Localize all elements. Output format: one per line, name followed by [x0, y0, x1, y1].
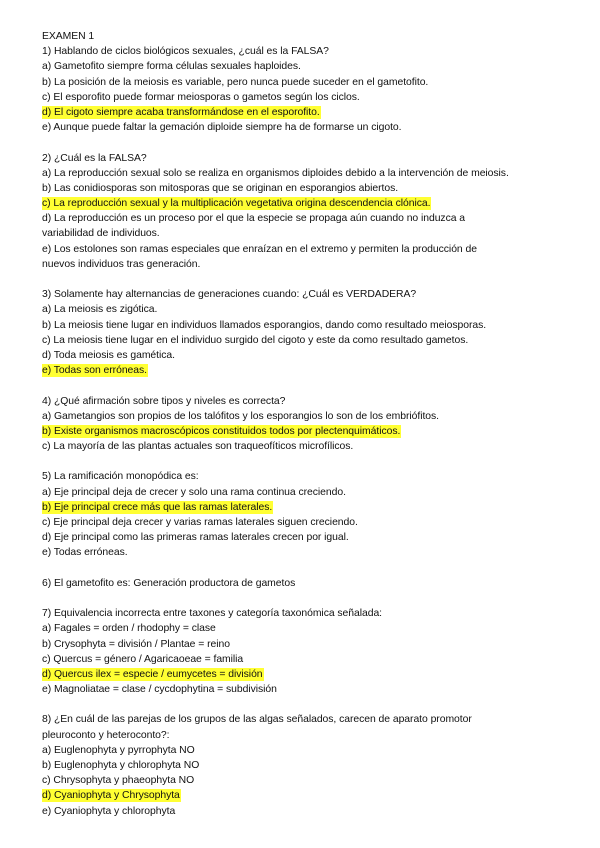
answer-option-text: c) La reproducción sexual y la multiplicación vegetativa origina descendencia clónica. — [42, 198, 431, 210]
question-8 — [42, 712, 562, 818]
answer-option-highlighted — [42, 196, 562, 211]
answer-option-text: a) Eje principal deja de crecer y solo una rama continua creciendo. — [42, 486, 346, 498]
answer-option — [42, 485, 562, 500]
answer-option — [42, 439, 562, 454]
answer-option-text: nuevos individuos tras generación. — [42, 258, 201, 270]
answer-option — [42, 90, 562, 105]
answer-option — [42, 652, 562, 667]
answer-option — [42, 804, 562, 819]
answer-option-text: e) Cyaniophyta y chlorophyta — [42, 805, 176, 817]
question-stem: 3) Solamente hay alternancias de generaciones cuando: ¿Cuál es VERDADERA? — [42, 289, 417, 301]
question-stem: 4) ¿Qué afirmación sobre tipos y niveles es correcta? — [42, 395, 286, 407]
answer-option-text: d) La reproducción es un proceso por el que la especie se propaga aún cuando no induzca a — [42, 213, 466, 225]
answer-option — [42, 515, 562, 530]
question-stem: 8) ¿En cuál de las parejas de los grupos de las algas señalados, carecen de aparato promotor — [42, 714, 472, 726]
answer-option-text: d) Eje principal como las primeras ramas laterales crecen por igual. — [42, 532, 349, 544]
answer-option — [42, 211, 562, 226]
answer-option-text: a) Gametangios son propios de los talófitos y los esporangios lo son de los embriófitos. — [42, 410, 440, 422]
question-1 — [42, 44, 562, 135]
answer-option-text: d) El cigoto siempre acaba transformándose en el esporofito. — [42, 106, 320, 118]
answer-option — [42, 530, 562, 545]
question-spacer — [42, 272, 562, 287]
answer-option-text: b) La posición de la meiosis es variable, pero nunca puede suceder en el gametofito. — [42, 76, 429, 88]
question-spacer — [42, 561, 562, 576]
question-stem: 6) El gametofito es: Generación productora de gametos — [42, 577, 296, 589]
answer-option-text: d) Cyaniophyta y Chrysophyta — [42, 790, 180, 802]
answer-option-highlighted — [42, 424, 562, 439]
question-list — [42, 44, 562, 819]
answer-option-text: b) Las conidiosporas son mitosporas que se originan en esporangios abiertos. — [42, 182, 399, 194]
answer-option-text: a) La meiosis es zigótica. — [42, 304, 158, 316]
answer-option-text: b) La meiosis tiene lugar en individuos llamados esporangios, dando como resultado meiosporas. — [42, 319, 487, 331]
question-3 — [42, 287, 562, 378]
question-spacer — [42, 378, 562, 393]
question-4 — [42, 394, 562, 455]
question-spacer — [42, 697, 562, 712]
answer-option-highlighted — [42, 363, 562, 378]
answer-option-text: e) Los estolones son ramas especiales que enraízan en el extremo y permiten la producción de — [42, 243, 477, 255]
exam-title: EXAMEN 1 — [42, 31, 95, 42]
answer-option — [42, 743, 562, 758]
answer-option-text: b) Eje principal crece más que las ramas laterales. — [42, 501, 273, 513]
question-stem: 7) Equivalencia incorrecta entre taxones y categoría taxonómica señalada: — [42, 608, 383, 620]
answer-option-text: variabilidad de individuos. — [42, 228, 160, 240]
answer-option-text: c) Eje principal deja crecer y varias ramas laterales siguen creciendo. — [42, 517, 358, 528]
answer-option-text: a) Fagales = orden / rhodophy = clase — [42, 623, 216, 635]
answer-option-text: c) Chrysophyta y phaeophyta NO — [42, 775, 195, 787]
question-7 — [42, 606, 562, 697]
question-2 — [42, 151, 562, 273]
question-spacer — [42, 591, 562, 606]
answer-option-text: a) La reproducción sexual solo se realiza en organismos diploides debido a la intervención de meiosis. — [42, 167, 509, 179]
answer-option-text: e) Todas son erróneas. — [42, 365, 147, 377]
answer-option-text: e) Todas erróneas. — [42, 547, 128, 559]
question-5 — [42, 469, 562, 560]
answer-option — [42, 59, 562, 74]
answer-option-highlighted — [42, 788, 562, 803]
answer-option — [42, 621, 562, 636]
exam-document — [42, 29, 562, 819]
answer-option-highlighted — [42, 105, 562, 120]
answer-option — [42, 181, 562, 196]
answer-option-text: d) Toda meiosis es gamética. — [42, 349, 175, 361]
answer-option — [42, 758, 562, 773]
answer-option-text: a) Euglenophyta y pyrrophyta NO — [42, 744, 195, 756]
answer-option-text: e) Magnoliatae = clase / cycdophytina = subdivisión — [42, 684, 277, 696]
question-spacer — [42, 454, 562, 469]
question-stem: 2) ¿Cuál es la FALSA? — [42, 152, 147, 164]
question-6 — [42, 576, 562, 591]
answer-option — [42, 545, 562, 560]
answer-option — [42, 257, 562, 272]
answer-option-text: c) El esporofito puede formar meiosporas o gametos según los ciclos. — [42, 91, 360, 103]
question-spacer — [42, 135, 562, 150]
answer-option-text: d) Quercus ilex = especie / eumycetes = división — [42, 668, 263, 680]
answer-option — [42, 166, 562, 181]
answer-option-text: c) La mayoría de las plantas actuales son traqueofíticos microfílicos. — [42, 441, 354, 453]
answer-option-text: c) La meiosis tiene lugar en el individuo surgido del cigoto y este da como resultado gametos. — [42, 334, 469, 346]
answer-option-text: b) Euglenophyta y chlorophyta NO — [42, 760, 200, 771]
answer-option-text: b) Existe organismos macroscópicos constituidos todos por plectenquimáticos. — [42, 425, 401, 437]
question-stem: 1) Hablando de ciclos biológicos sexuales, ¿cuál es la FALSA? — [42, 46, 329, 58]
answer-option — [42, 75, 562, 90]
answer-option — [42, 242, 562, 257]
answer-option — [42, 318, 562, 333]
answer-option-text: e) Aunque puede faltar la gemación diploide siempre ha de formarse un cigoto. — [42, 122, 402, 134]
question-stem: pleuroconto y heteroconto?: — [42, 729, 170, 741]
answer-option — [42, 348, 562, 363]
answer-option-text: c) Quercus = género / Agaricaoeae = familia — [42, 653, 244, 665]
answer-option — [42, 302, 562, 317]
answer-option — [42, 226, 562, 241]
answer-option — [42, 120, 562, 135]
question-stem: 5) La ramificación monopódica es: — [42, 471, 199, 483]
answer-option — [42, 773, 562, 788]
answer-option-text: a) Gametofito siempre forma células sexuales haploides. — [42, 61, 301, 73]
answer-option-highlighted — [42, 500, 562, 515]
answer-option-highlighted — [42, 667, 562, 682]
answer-option — [42, 637, 562, 652]
answer-option — [42, 682, 562, 697]
answer-option-text: b) Crysophyta = división / Plantae = reino — [42, 638, 230, 650]
answer-option — [42, 409, 562, 424]
answer-option — [42, 333, 562, 348]
